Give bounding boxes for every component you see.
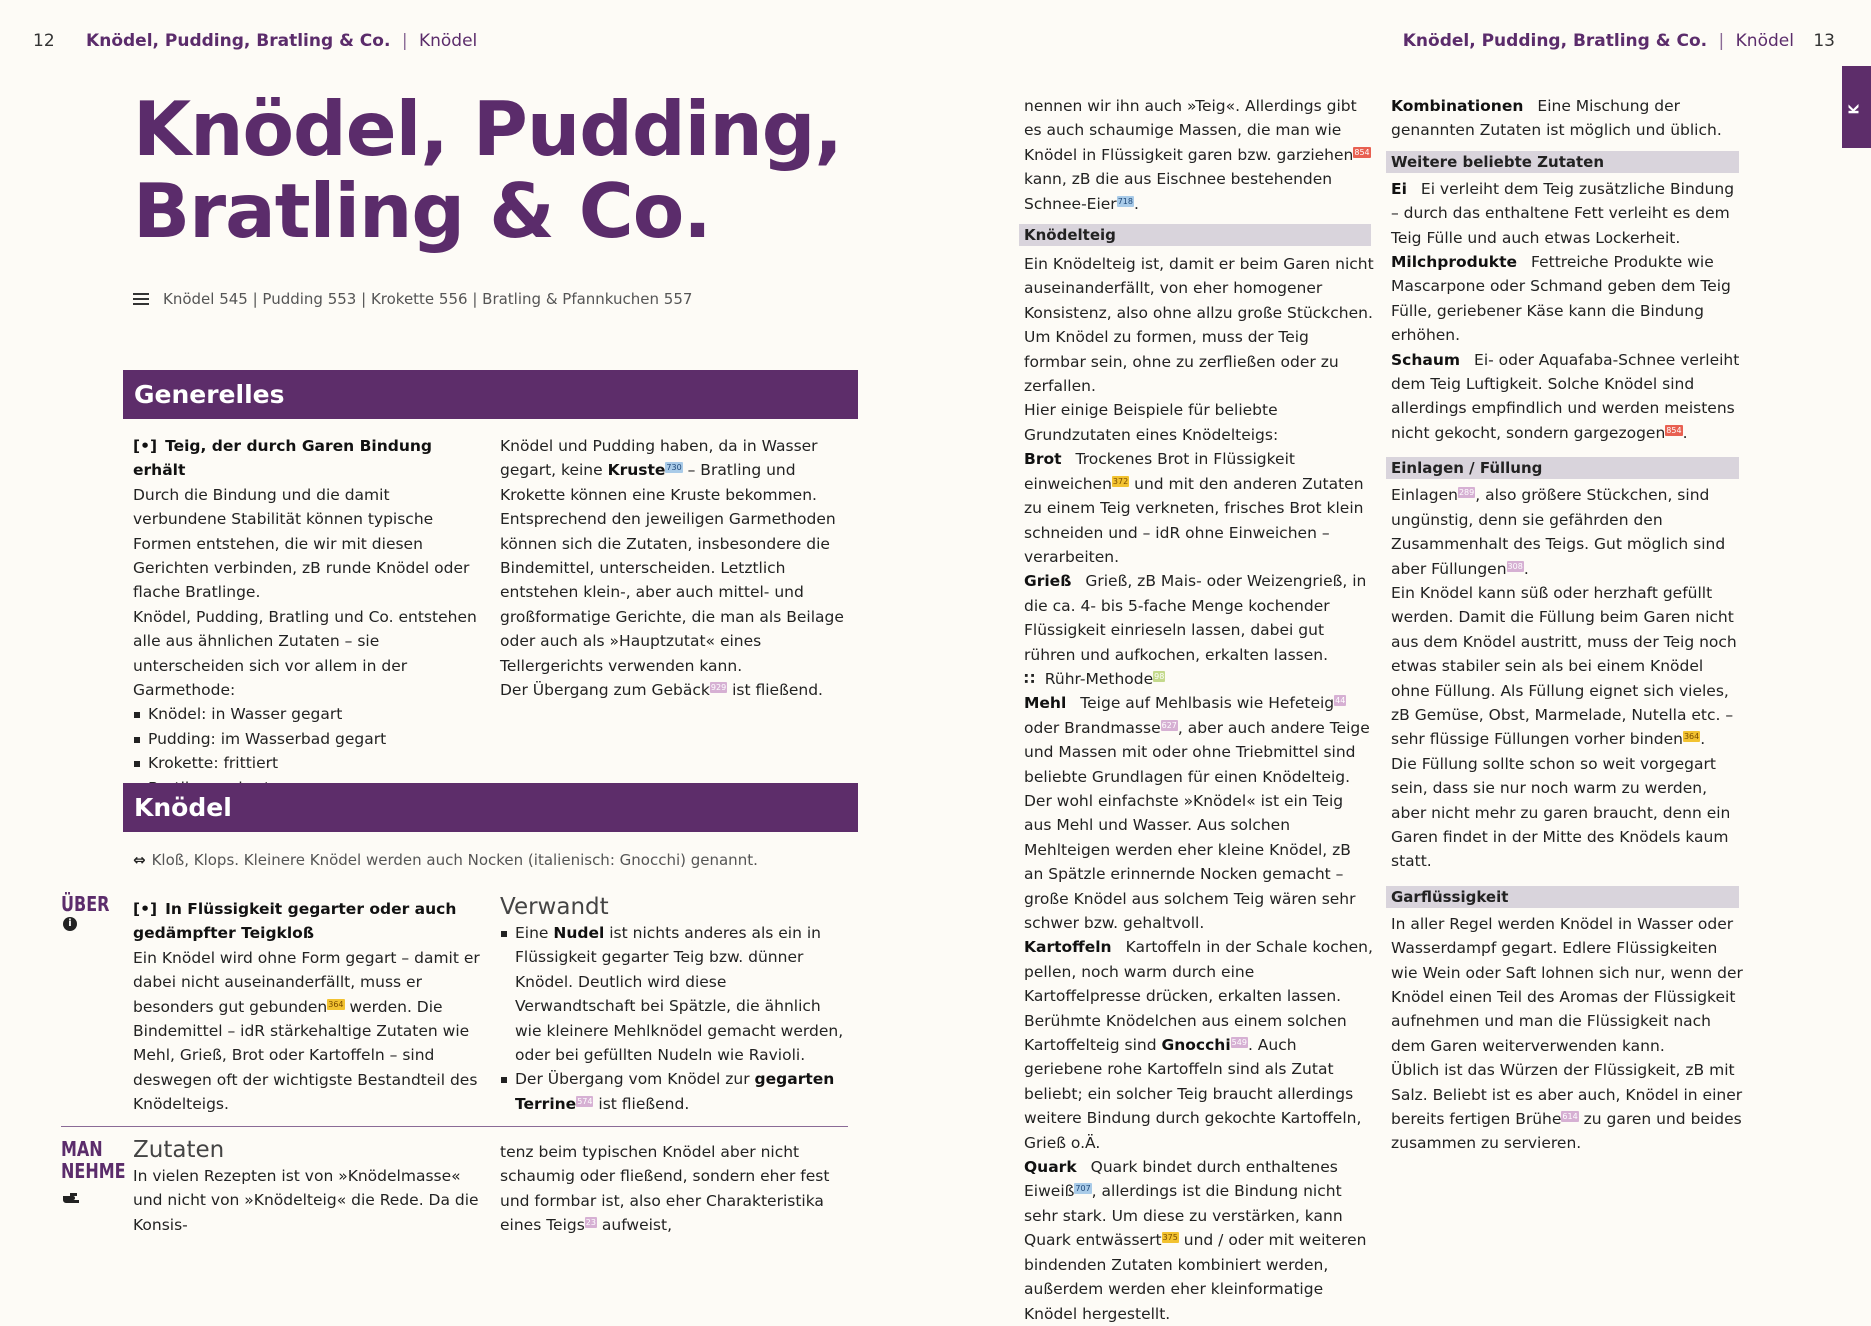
right-header-section: Knödel bbox=[1735, 31, 1794, 51]
info-bracket-icon: [•] bbox=[133, 437, 158, 455]
page-ref-tag[interactable]: 549 bbox=[1231, 1038, 1247, 1048]
text-run: Knödel und Pudding haben, da in Wasser gegart, keine bbox=[500, 437, 818, 480]
subheading-weitere-zutaten: Weitere beliebte Zutaten bbox=[1386, 151, 1739, 173]
subheading-knoedelteig: Knödelteig bbox=[1019, 224, 1371, 246]
text-run: Der Übergang vom Knödel zur bbox=[515, 1070, 755, 1089]
garfluessigkeit-paragraph: In aller Regel werden Knödel in Wasser oder Wasserdampf gegart. Edlere Flüssigkeiten wie Wein oder Saft lohnen sich nur, wenn der Knödel einen Teil des Aromas der Flüssigkeit aufnehmen und man die Flüssigkeit nach dem Garen weiterverwenden kann. bbox=[1391, 914, 1743, 1055]
side-label-text: ÜBER bbox=[61, 892, 110, 916]
text-run: Ei verleiht dem Teig zusätzliche Bindung – durch das enthaltene Fett verleiht es dem Teig Fülle und auch etwas Lockerheit. bbox=[1391, 179, 1735, 247]
generelles-lead-heading: Teig, der durch Garen Bindung erhält bbox=[133, 437, 433, 480]
generelles-left-column bbox=[133, 434, 478, 800]
knoedelteig-paragraph: Ein Knödelteig ist, damit er beim Garen nicht auseinanderfällt, von eher homogener Konsistenz, also ohne allzu große Stückchen. Um Knödel zu formen, muss der Teig formbar sein, ohne zu zerfließen oder zu zerfallen. bbox=[1024, 255, 1374, 396]
zutaten-column-left bbox=[133, 1136, 483, 1237]
text-run: Fettreiche Produkte wie Mascarpone oder Schmand geben dem Teig Fülle, geriebener Käse kann die Bindung erhöhen. bbox=[1391, 253, 1731, 345]
subheading-garfluessigkeit: Garflüssigkeit bbox=[1386, 886, 1739, 908]
label-griess: Grieß bbox=[1024, 572, 1072, 591]
divider-line bbox=[61, 1126, 848, 1127]
text-run: Üblich ist das Würzen der Flüssigkeit, zB mit Salz. Beliebt ist es aber auch, Knödel in einer bereits fertigen Brühe bbox=[1391, 1061, 1743, 1129]
side-label-text: NEHME bbox=[61, 1159, 126, 1183]
text-run: oder Brandmasse bbox=[1024, 718, 1161, 737]
zutaten-paragraph: In vielen Rezepten ist von »Knödelmasse« und nicht von »Knödelteig« die Rede. Da die Konsis- bbox=[133, 1167, 479, 1234]
text-run: , aber auch andere Teige und Massen mit oder ohne Triebmittel sind beliebte Grundlagen für einen Knödelteig. Der wohl einfachste »Knödel« ist ein Teig aus Mehl und Wasser. Aus solchen Mehlteigen werden eher kleine Knödel, zB an Spätzle erinnernde Nocken gemacht – große Knödel aus solchem Teig wären sehr schwer bzw. gehaltvoll. bbox=[1024, 718, 1370, 932]
page-ref-tag[interactable]: 854 bbox=[1354, 147, 1370, 157]
label-brot: Brot bbox=[1024, 450, 1062, 469]
left-header-title: Knödel, Pudding, Bratling & Co. bbox=[86, 31, 391, 51]
info-bracket-icon: [•] bbox=[133, 900, 158, 918]
tab-letter: K bbox=[1847, 104, 1863, 115]
text-run: und / oder mit weiteren bindenden Zutaten kombiniert werden, außerdem werden eher kleinformatige Knödel hergestellt. bbox=[1024, 1231, 1367, 1323]
subheading-einlagen-fuellung: Einlagen / Füllung bbox=[1386, 457, 1739, 479]
label-kartoffeln: Kartoffeln bbox=[1024, 938, 1112, 957]
fuellung-paragraph: Die Füllung sollte schon so weit vorgegart sein, dass sie nur noch warm zu werden, aber nicht mehr zu garen braucht, denn ein Garen findet in der Mitte des Knödels kaum statt. bbox=[1391, 754, 1731, 871]
page-ref-tag[interactable]: 718 bbox=[1117, 196, 1133, 206]
text-run: . bbox=[1682, 423, 1688, 442]
right-page-column-2 bbox=[1391, 94, 1743, 1156]
text-run: kann, zB die aus Eischnee bestehenden Schnee-Eier bbox=[1024, 170, 1333, 213]
page-ref-tag[interactable]: 929 bbox=[710, 683, 727, 693]
page-ref-tag[interactable]: 854 bbox=[1666, 425, 1682, 435]
text-run: tenz beim typischen Knödel aber nicht schaumig oder fließend, sondern eher fest und formbar ist, also eher Charakteristika eines Teigs bbox=[500, 1143, 830, 1235]
text-run: Ein Knödel kann süß oder herzhaft gefüllt werden. Damit die Füllung beim Garen nicht aus dem Knödel austritt, muss der Teig noch etwas stabiler sein als bei einem Knödel ohne Füllung. Als Füllung eignet sich vieles, zB Gemüse, Obst, Marmelade, Nutella etc. – sehr flüssige Füllungen vorher binden bbox=[1391, 583, 1737, 749]
keyword-kruste: Kruste bbox=[607, 461, 666, 480]
page-ref-tag[interactable]: 574 bbox=[577, 1096, 593, 1106]
text-run: ist fließend. bbox=[727, 681, 823, 700]
text-run: Quark bindet durch enthaltenes Eiweiß bbox=[1024, 1158, 1338, 1201]
label-schaum: Schaum bbox=[1391, 350, 1461, 369]
knoedelteig-paragraph: Hier einige Beispiele für beliebte Grundzutaten eines Knödelteigs: bbox=[1024, 401, 1279, 444]
page-ref-tag[interactable]: 98 bbox=[1154, 671, 1165, 681]
list-item: Knödel: in Wasser gegart bbox=[133, 702, 478, 726]
text-run: werden. Die Bindemittel – idR stärkehaltige Zutaten wie Mehl, Grieß, Brot oder Kartoffeln – sind deswegen oft der wichtigste Bestandteil des Knödelteigs. bbox=[133, 997, 478, 1114]
text-run: Einlagen bbox=[1391, 486, 1458, 505]
page-ref-tag[interactable]: 707 bbox=[1075, 1184, 1091, 1194]
chapter-title-line-1: Knödel, Pudding, bbox=[133, 85, 842, 173]
left-running-header bbox=[33, 31, 477, 51]
chapter-title bbox=[133, 85, 842, 255]
right-header-separator: | bbox=[1718, 31, 1725, 51]
page-ref-tag[interactable]: 23 bbox=[585, 1218, 596, 1228]
text-run: nennen wir ihn auch »Teig«. Allerdings gibt es auch schaumige Massen, die man wie Knödel in Flüssigkeit garen bzw. garziehen bbox=[1024, 97, 1357, 164]
text-run: Ein Knödel wird ohne Form gegart – damit er dabei nicht auseinanderfällt, muss er besonders gut gebunden bbox=[133, 948, 480, 1016]
keyword-terrine: gegarten Terrine bbox=[515, 1070, 835, 1113]
knoedel-lead-heading: In Flüssigkeit gegarter oder auch gedämpfter Teigkloß bbox=[133, 900, 457, 943]
synonym-arrows-icon: ⇔ bbox=[133, 851, 146, 869]
text-run: , also größere Stückchen, sind ungünstig, denn sie gefährden den Zusammenhalt des Teigs. Gut möglich sind aber Füllungen bbox=[1391, 486, 1726, 578]
text-run: Kartoffeln in der Schale kochen, pellen, noch warm durch eine Kartoffelpresse drücken, erkalten lassen. Berühmte Knödelchen aus einem solchen Kartoffelteig sind bbox=[1024, 938, 1373, 1055]
page-ref-tag[interactable]: 375 bbox=[1162, 1233, 1178, 1243]
ruehr-methode-link[interactable]: Rühr-Methode bbox=[1044, 669, 1154, 688]
label-mehl: Mehl bbox=[1024, 694, 1067, 713]
keyword-gnocchi: Gnocchi bbox=[1161, 1036, 1231, 1055]
generelles-right-column bbox=[500, 434, 850, 702]
right-page-column-1 bbox=[1024, 94, 1374, 1326]
text-run: . bbox=[1133, 194, 1139, 213]
right-page-number: 13 bbox=[1813, 31, 1835, 51]
label-quark: Quark bbox=[1024, 1158, 1077, 1177]
text-run: . bbox=[1523, 559, 1529, 578]
text-run: – Bratling und Krokette können eine Kruste bekommen. bbox=[500, 461, 817, 504]
side-label-text: MAN bbox=[61, 1137, 103, 1161]
text-run: Eine Mischung der genannten Zutaten ist möglich und üblich. bbox=[1391, 97, 1722, 140]
page-ref-tag[interactable]: 364 bbox=[328, 999, 344, 1009]
text-run: . bbox=[1700, 730, 1706, 749]
zutaten-column-right bbox=[500, 1140, 850, 1238]
label-kombinationen: Kombinationen bbox=[1391, 97, 1524, 115]
verwandt-heading: Verwandt bbox=[500, 894, 609, 920]
verwandt-column bbox=[500, 893, 850, 1116]
text-run: , allerdings ist die Bindung nicht sehr stark. Um diese zu verstärken, kann Quark entwässert bbox=[1024, 1182, 1343, 1250]
page-ref-tag[interactable]: 289 bbox=[1458, 488, 1475, 498]
cross-reference-text[interactable]: Knödel 545 | Pudding 553 | Krokette 556 | Bratling & Pfannkuchen 557 bbox=[163, 290, 693, 308]
text-run: zu garen und beides zusammen zu servieren. bbox=[1391, 1110, 1742, 1153]
text-run: Eine bbox=[515, 924, 554, 942]
section-heading-knoedel: Knödel bbox=[123, 783, 858, 832]
page-ref-tag[interactable]: 364 bbox=[1683, 732, 1700, 742]
section-heading-generelles: Generelles bbox=[123, 370, 858, 419]
generelles-paragraph: Knödel, Pudding, Bratling und Co. entstehen alle aus ähnlichen Zutaten – sie unterscheiden sich vor allem in der Garmethode: bbox=[133, 607, 477, 700]
label-milchprodukte: Milchprodukte bbox=[1391, 253, 1518, 272]
synonyms-text: Kloß, Klops. Kleinere Knödel werden auch Nocken (italienisch: Gnocchi) genannt. bbox=[151, 851, 758, 869]
synonyms-line bbox=[133, 851, 758, 869]
list-item: Pudding: im Wasserbad gegart bbox=[133, 727, 478, 751]
text-run: Trockenes Brot in Flüssigkeit einweichen bbox=[1024, 450, 1295, 493]
verwandt-list bbox=[500, 921, 850, 1116]
page-ref-tag[interactable]: 730 bbox=[666, 463, 682, 473]
side-label-man-nehme bbox=[61, 1138, 126, 1182]
list-item: Krokette: frittiert bbox=[133, 751, 478, 775]
generelles-paragraph: Durch die Bindung und die damit verbundene Stabilität können typische Formen entstehen, die wir mit diesen Gerichten verbinden, zB runde Knödel oder flache Bratlinge. bbox=[133, 485, 470, 602]
text-run: Teige auf Mehlbasis wie Hefeteig bbox=[1080, 694, 1335, 713]
chapter-title-line-2: Bratling & Co. bbox=[133, 167, 711, 255]
text-run: Der Übergang zum Gebäck bbox=[500, 681, 710, 700]
method-icon: ∷ bbox=[1024, 669, 1035, 688]
generelles-paragraph: Entsprechend den jeweiligen Garmethoden können sich die Zutaten, insbesondere die Bindemittel, unterscheiden. Letztlich entstehen klein-, aber auch mittel- und großformatige Gerichte, die man als Beilage oder auch als »Hauptzutat« eines Tellergerichts verwenden kann. bbox=[500, 510, 844, 675]
text-run: ist nichts anderes als ein in Flüssigkeit gegarter Teig bzw. dünner Knödel. Deutlich wird diese Verwandtschaft bei Spätzle, die ähnlich wie kleinere Mehlknödel gemacht werden, oder bei gefüllten Nudeln wie Ravioli. bbox=[515, 924, 844, 1065]
list-icon bbox=[133, 293, 149, 305]
page-ref-tag[interactable]: 44 bbox=[1335, 696, 1346, 706]
text-run: ist fließend. bbox=[593, 1094, 690, 1113]
text-run: Grieß, zB Mais- oder Weizengrieß, in die ca. 4- bis 5-fache Menge kochender Flüssigkeit einrieseln lassen, dabei gut rühren und aufkochen, erkalten lassen. bbox=[1024, 572, 1367, 664]
text-run: Ei- oder Aquafaba-Schnee verleiht dem Teig Luftigkeit. Solche Knödel sind allerdings empfindlich und werden meistens nicht gekocht, sondern gargezogen bbox=[1391, 350, 1740, 442]
hand-icon bbox=[62, 1189, 82, 1201]
label-ei: Ei bbox=[1391, 179, 1407, 198]
info-icon: i bbox=[63, 917, 77, 931]
page-ref-tag[interactable]: 627 bbox=[1161, 720, 1177, 730]
page-ref-tag[interactable]: 372 bbox=[1112, 476, 1129, 486]
thumb-index-tab[interactable] bbox=[1842, 66, 1871, 148]
text-run: aufweist, bbox=[596, 1216, 673, 1235]
text-run: und mit den anderen Zutaten zu einem Teig verkneten, frisches Brot klein schneiden und – idR ohne Einweichen – verarbeiten. bbox=[1024, 474, 1364, 566]
knoedel-left-column bbox=[133, 897, 483, 1117]
right-header-title: Knödel, Pudding, Bratling & Co. bbox=[1402, 31, 1708, 51]
keyword-nudel: Nudel bbox=[553, 924, 605, 942]
left-header-separator: | bbox=[401, 31, 408, 51]
list-item bbox=[500, 1067, 850, 1116]
cross-reference bbox=[133, 290, 692, 308]
text-run: . Auch geriebene rohe Kartoffeln sind als Zutat beliebt; ein solcher Teig braucht allerdings weitere Bindung durch gekochte Kartoffeln, Grieß o.Ä. bbox=[1024, 1036, 1362, 1152]
left-header-section: Knödel bbox=[418, 31, 478, 51]
list-item bbox=[500, 921, 850, 1067]
right-running-header bbox=[1403, 31, 1835, 51]
side-label-ueber bbox=[61, 893, 109, 915]
page-ref-tag[interactable]: 614 bbox=[1562, 1112, 1578, 1122]
page-ref-tag[interactable]: 308 bbox=[1507, 561, 1523, 571]
left-page-number: 12 bbox=[33, 31, 55, 51]
zutaten-heading: Zutaten bbox=[133, 1137, 225, 1163]
